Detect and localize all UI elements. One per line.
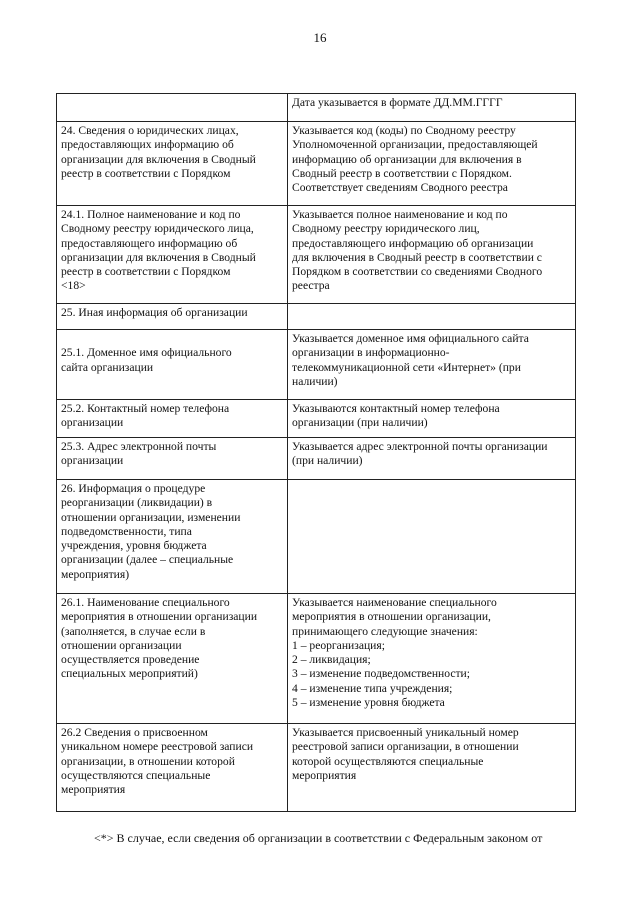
cell-line: наличии) [292,374,338,388]
cell-line: 5 – изменение уровня бюджета [292,696,445,710]
field-name-cell [57,480,288,594]
cell-line: принимающего следующие значения: [292,624,478,638]
cell-line: 1 – реорганизация; [292,638,385,652]
cell-line: Уполномоченной организации, предоставляющей [292,138,538,152]
cell-line: организации [61,454,124,468]
cell-line: 25.3. Адрес электронной почты [61,440,217,453]
cell-line: Указывается код (коды) по Сводному реестру [292,124,516,137]
field-description-cell [288,94,576,122]
cell-line: реорганизации (ликвидации) в [61,496,213,510]
cell-line: осуществляется проведение [61,653,200,667]
cell-line: реестр в соответствии с Порядком [61,265,231,279]
cell-line: Сводному реестру юридического лица, [61,222,254,236]
cell-line [61,332,284,346]
cell-line: Указывается адрес электронной почты организации [292,440,548,453]
cell-line: которой осуществляются специальные [292,754,484,768]
cell-line: учреждения, уровня бюджета [61,539,207,553]
cell-line: мероприятия) [61,567,130,581]
cell-line: мероприятия в отношении организации, [292,610,491,624]
cell-line: организации (далее – специальные [61,553,234,567]
cell-line: организации, в отношении которой [61,754,235,768]
table-row [57,330,576,400]
field-description-cell [288,330,576,400]
cell-line: Сводный реестр в соответствии с Порядком. [292,166,512,180]
field-name-cell [57,94,288,122]
field-name-cell [57,206,288,304]
cell-line: организации [61,416,124,430]
table-row [57,304,576,330]
cell-line: организации для включения в Сводный [61,250,256,264]
cell-line: телекоммуникационной сети «Интернет» (при [292,360,521,374]
cell-line: сайта организации [61,360,154,374]
cell-line: <18> [61,279,86,293]
cell-line: 26. Информация о процедуре [61,482,206,495]
table-row [57,206,576,304]
cell-line: 2 – ликвидация; [292,653,371,667]
table-row [57,724,576,812]
cell-line: Указывается присвоенный уникальный номер [292,726,519,739]
cell-line: реестра [292,279,330,293]
field-name-cell [57,724,288,812]
field-description-cell [288,438,576,480]
field-description-cell [288,304,576,330]
field-name-cell [57,438,288,480]
table-row [57,594,576,724]
table-row [57,94,576,122]
field-name-cell [57,122,288,206]
page-number: 16 [313,30,327,45]
field-name-cell [57,330,288,400]
table-row [57,480,576,594]
cell-line: мероприятия в отношении организации [61,610,258,624]
cell-line: Соответствует сведениям Сводного реестра [292,181,508,195]
cell-line: Указывается полное наименование и код по [292,208,508,221]
table-row [57,122,576,206]
field-description-cell [288,206,576,304]
field-description-cell [288,400,576,438]
cell-line: реестр в соответствии с Порядком [61,166,231,180]
cell-line: Указывается доменное имя официального сайта [292,332,529,345]
cell-line: 26.1. Наименование специального [61,596,230,609]
cell-line: предоставляющего информацию об [61,236,238,250]
cell-line: 25.2. Контактный номер телефона [61,402,230,415]
cell-line: Указывается наименование специального [292,596,497,609]
cell-line: реестровой записи организации, в отношении [292,740,519,754]
cell-line: Дата указывается в формате ДД.ММ.ГГГГ [292,96,503,109]
cell-line: 4 – изменение типа учреждения; [292,681,453,695]
cell-line: 25.1. Доменное имя официального [61,346,232,360]
cell-line: 3 – изменение подведомственности; [292,667,470,681]
cell-line: Порядком в соответствии со сведениями Сводного [292,265,543,279]
table-row [57,438,576,480]
footnote: <*> В случае, если сведения об организации в соответствии с Федеральным законом от [94,831,543,845]
cell-line: специальных мероприятий) [61,667,198,681]
field-description-cell [288,480,576,594]
cell-line: 26.2 Сведения о присвоенном [61,726,208,739]
field-name-cell [57,400,288,438]
cell-line: мероприятия [61,783,126,797]
cell-line: организации (при наличии) [292,416,428,430]
cell-line: (заполняется, в случае если в [61,624,206,638]
requirements-table [56,93,576,812]
cell-line: 25. Иная информация об организации [61,306,248,319]
cell-line: осуществляются специальные [61,768,211,782]
field-description-cell [288,122,576,206]
field-description-cell [288,594,576,724]
cell-line: организации для включения в Сводный [61,152,256,166]
cell-line: Указываются контактный номер телефона [292,402,500,415]
table-row [57,400,576,438]
field-description-cell [288,724,576,812]
cell-line: (при наличии) [292,454,363,468]
cell-line: уникальном номере реестровой записи [61,740,254,754]
cell-line: мероприятия [292,768,357,782]
cell-line: подведомственности, типа [61,524,192,538]
cell-line: Сводному реестру юридического лиц, [292,222,480,236]
cell-line: отношении организации, изменении [61,510,241,524]
field-name-cell [57,304,288,330]
field-name-cell [57,594,288,724]
cell-line: 24.1. Полное наименование и код по [61,208,241,221]
cell-line: информацию об организации для включения в [292,152,522,166]
cell-line: отношении организации [61,638,182,652]
cell-line: предоставляющего информацию об организации [292,236,534,250]
cell-line: организации в информационно- [292,346,450,360]
cell-line: для включения в Сводный реестр в соответствии с [292,250,542,264]
cell-line: 24. Сведения о юридических лицах, [61,124,239,137]
cell-line: предоставляющих информацию об [61,138,234,152]
